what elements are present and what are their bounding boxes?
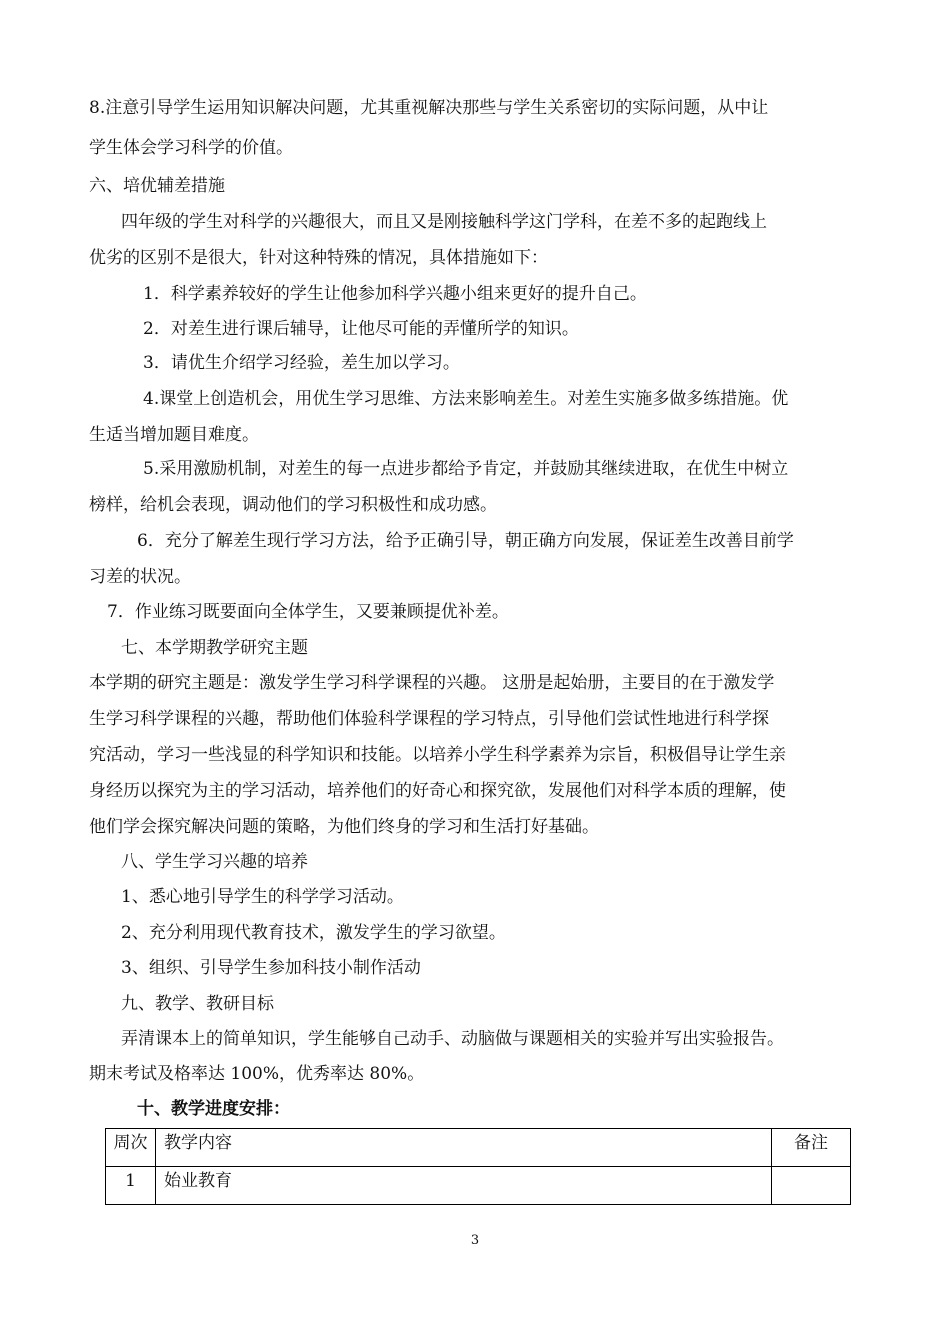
text-line: 优劣的区别不是很大，针对这种特殊的情况，具体措施如下： (89, 248, 548, 268)
cell-notes (772, 1167, 851, 1205)
text-line: 究活动，学习一些浅显的科学知识和技能。以培养小学生科学素养为宗旨，积极倡导让学生亲 (89, 745, 786, 765)
text-line: 学生体会学习科学的价值。 (89, 138, 293, 158)
list-item: 2．对差生进行课后辅导，让他尽可能的弄懂所学的知识。 (143, 319, 579, 339)
text-line: 他们学会探究解决问题的策略，为他们终身的学习和生活打好基础。 (89, 817, 599, 837)
text-line: 榜样，给机会表现，调动他们的学习积极性和成功感。 (89, 495, 497, 515)
list-item: 3．请优生介绍学习经验，差生加以学习。 (143, 353, 460, 373)
list-item: 3、组织、引导学生参加科技小制作活动 (121, 958, 421, 978)
cell-content: 始业教育 (156, 1167, 772, 1205)
schedule-table (105, 1128, 851, 1205)
text-line: 四年级的学生对科学的兴趣很大，而且又是刚接触科学这门学科，在差不多的起跑线上 (121, 212, 767, 232)
page-number: 3 (470, 1233, 480, 1248)
section-heading: 七、本学期教学研究主题 (121, 638, 308, 658)
header-notes: 备注 (772, 1129, 851, 1167)
text-line: 弄清课本上的简单知识，学生能够自己动手、动脑做与课题相关的实验并写出实验报告。 (121, 1029, 784, 1049)
text-line: 生适当增加题目难度。 (89, 425, 259, 445)
table-row (106, 1167, 851, 1205)
list-item: 6．充分了解差生现行学习方法，给予正确引导，朝正确方向发展，保证差生改善目前学 (137, 531, 794, 551)
text-line: 身经历以探究为主的学习活动，培养他们的好奇心和探究欲，发展他们对科学本质的理解，使 (89, 781, 786, 801)
text-line: 本学期的研究主题是：激发学生学习科学课程的兴趣。 这册是起始册，主要目的在于激发学 (89, 673, 775, 693)
section-heading: 十、教学进度安排： (137, 1099, 290, 1119)
header-week: 周次 (106, 1129, 156, 1167)
list-item: 5.采用激励机制，对差生的每一点进步都给予肯定，并鼓励其继续进取，在优生中树立 (143, 459, 789, 479)
section-heading: 六、培优辅差措施 (89, 176, 225, 196)
header-content: 教学内容 (156, 1129, 772, 1167)
list-item: 1．科学素养较好的学生让他参加科学兴趣小组来更好的提升自己。 (143, 284, 647, 304)
text-line: 期末考试及格率达 100%，优秀率达 80%。 (89, 1064, 425, 1084)
list-item: 1、悉心地引导学生的科学学习活动。 (121, 887, 404, 907)
list-item: 4.课堂上创造机会，用优生学习思维、方法来影响差生。对差生实施多做多练措施。优 (143, 389, 789, 409)
cell-week: 1 (106, 1167, 156, 1205)
list-item: 2、充分利用现代教育技术，激发学生的学习欲望。 (121, 923, 506, 943)
section-heading: 八、学生学习兴趣的培养 (121, 852, 308, 872)
table-header-row (106, 1129, 851, 1167)
text-line: 生学习科学课程的兴趣，帮助他们体验科学课程的学习特点，引导他们尝试性地进行科学探 (89, 709, 769, 729)
text-line: 8.注意引导学生运用知识解决问题，尤其重视解决那些与学生关系密切的实际问题，从中让 (89, 98, 769, 118)
text-line: 习差的状况。 (89, 567, 191, 587)
list-item: 7．作业练习既要面向全体学生，又要兼顾提优补差。 (107, 602, 509, 622)
section-heading: 九、教学、教研目标 (121, 994, 274, 1014)
